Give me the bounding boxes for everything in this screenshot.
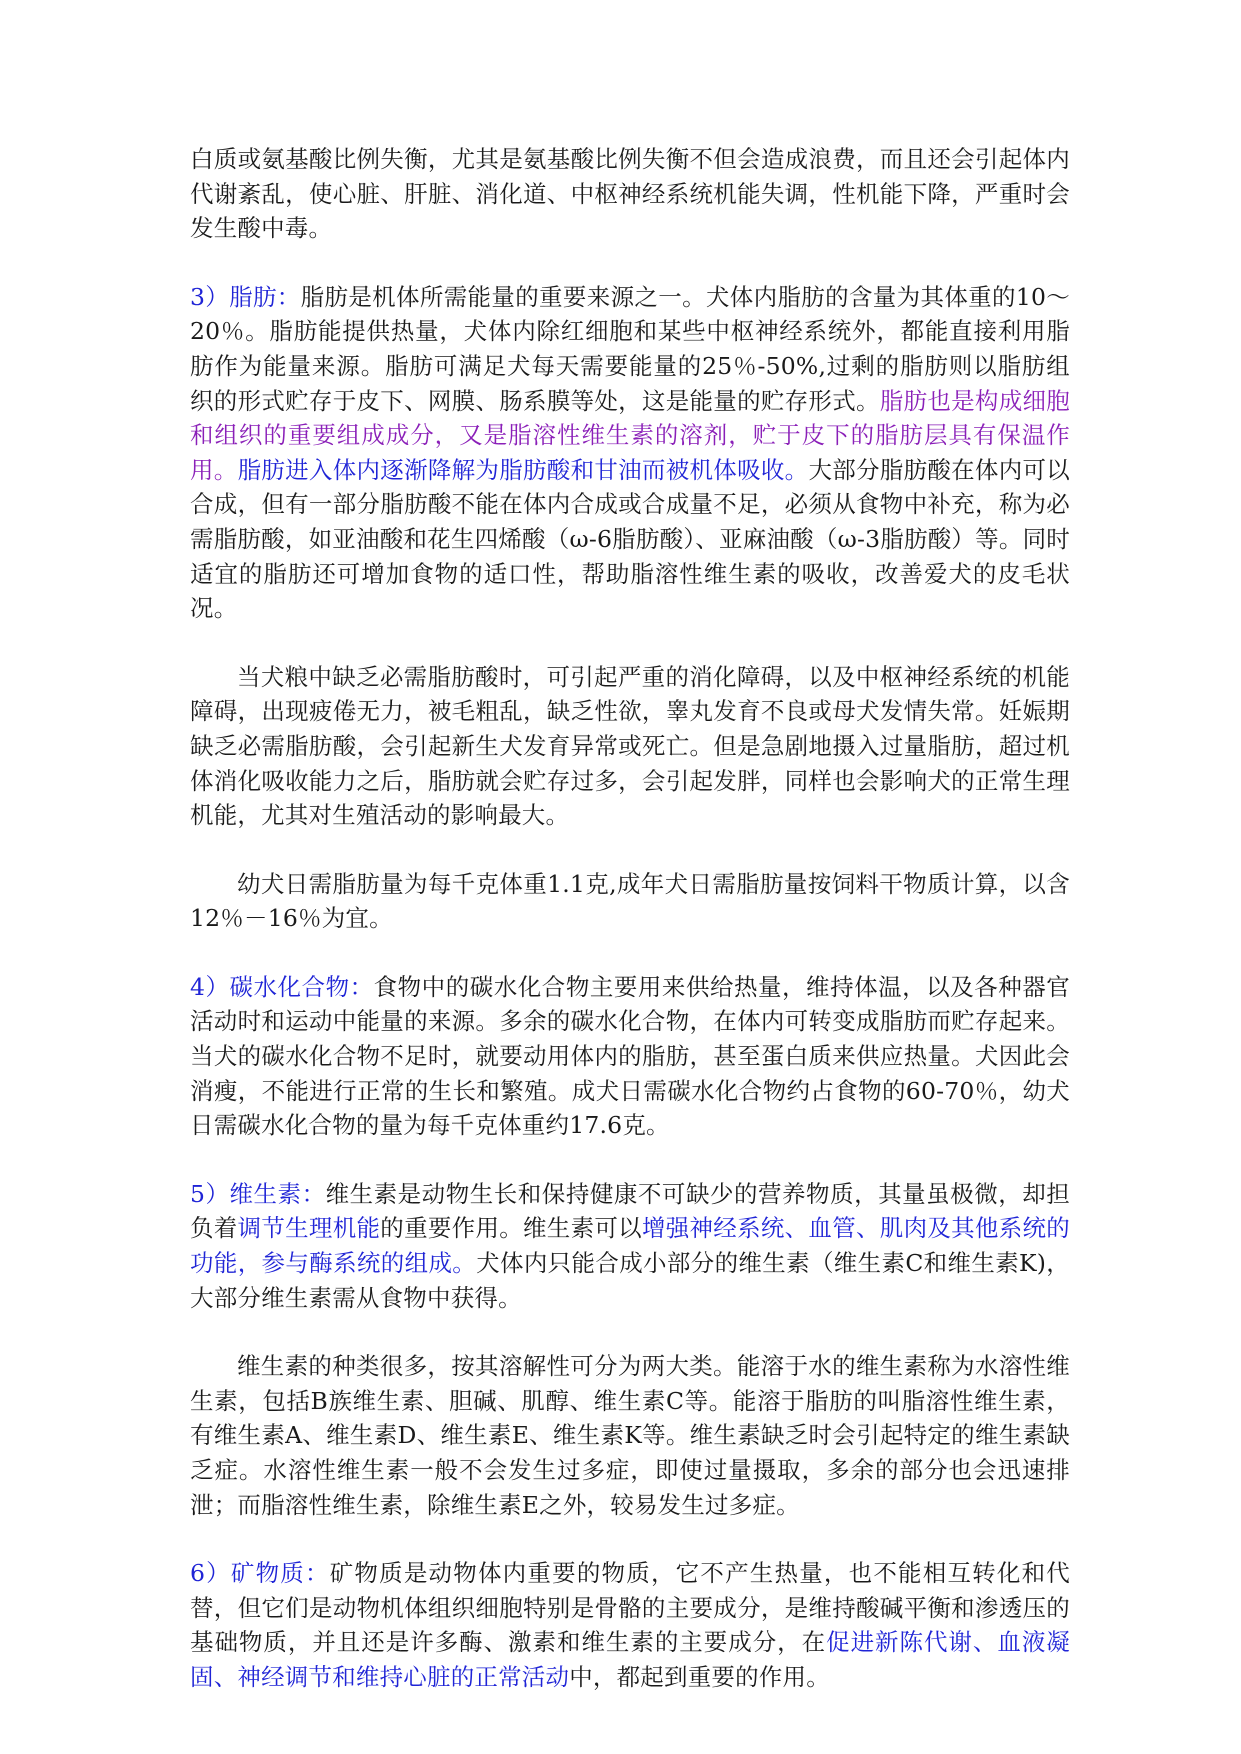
text-segment: 幼犬日需脂肪量为每千克体重1.1克,成年犬日需脂肪量按饲料干物质计算，以含12％－16％为宜。 [190,869,1070,933]
paragraph-carbohydrate [190,970,1070,1143]
text-segment: 食物中的碳水化合物主要用来供给热量，维持体温，以及各种器官活动时和运动中能量的来源。多余的碳水化合物，在体内可转变成脂肪而贮存起来。当犬的碳水化合物不足时，就要动用体内的脂肪，甚至蛋白质来供应热量。犬因此会消瘦，不能进行正常的生长和繁殖。成犬日需碳水化合物约占食物的60-70％，幼犬日需碳水化合物的量为每千克体重约17.6克。 [190,972,1070,1140]
text-segment: 矿物质是动物体内重要的物质，它不产生热量，也不能相互转化和代替，但它们是动物机体组织细胞特别是骨骼的主要成分，是维持酸碱平衡和渗透压的基础物质，并且还是许多酶、激素和维生素的主要成分，在 [190,1559,1071,1657]
paragraph-fat-deficiency [190,660,1070,833]
highlighted-text-segment: 调节生理机能 [237,1214,381,1243]
highlighted-text-segment: 增强神经系统、血管、肌肉及其他系统的功能，参与酶系统的组成。 [190,1214,1070,1278]
highlighted-text-segment: 6）矿物质： [190,1559,330,1588]
text-segment: 维生素的种类很多，按其溶解性可分为两大类。能溶于水的维生素称为水溶性维生素，包括B族维生素、胆碱、肌醇、维生素C等。能溶于脂肪的叫脂溶性维生素，有维生素A、维生素D、维生素E、维生素K等。维生素缺乏时会引起特定的维生素缺乏症。水溶性维生素一般不会发生过多症，即使过量摄取，多余的部分也会迅速排泄；而脂溶性维生素，除维生素E之外，较易发生过多症。 [190,1352,1070,1519]
highlighted-text-segment: 4）碳水化合物： [190,972,374,1001]
text-segment: 当犬粮中缺乏必需脂肪酸时，可引起严重的消化障碍，以及中枢神经系统的机能障碍，出现疲倦无力，被毛粗乱，缺乏性欲，睾丸发育不良或母犬发情失常。妊娠期缺乏必需脂肪酸，会引起新生犬发育异常或死亡。但是急剧地摄入过量脂肪，超过机体消化吸收能力之后，脂肪就会贮存过多，会引起发胖，同样也会影响犬的正常生理机能，尤其对生殖活动的影响最大。 [190,662,1070,830]
text-segment: 脂肪是机体所需能量的重要来源之一。犬体内脂肪的含量为其体重的10～20％。脂肪能提供热量，犬体内除红细胞和某些中枢神经系统外，都能直接利用脂肪作为能量来源。脂肪可满足犬每天需要能量的25％-50%,过剩的脂肪则以脂肪组织的形式贮存于皮下、网膜、肠系膜等处，这是能量的贮存形式。 [190,282,1070,415]
text-segment: 的重要作用。维生素可以 [380,1214,642,1243]
text-segment: 犬体内只能合成小部分的维生素（维生素C和维生素K)，大部分维生素需从食物中获得。 [190,1249,1071,1312]
text-segment: 白质或氨基酸比例失衡，尤其是氨基酸比例失衡不但会造成浪费，而且还会引起体内代谢紊乱，使心脏、肝脏、消化道、中枢神经系统机能失调，性机能下降，严重时会发生酸中毒。 [190,145,1070,243]
paragraph-fat-requirement [190,867,1070,936]
highlighted-text-segment: 3）脂肪： [190,282,301,311]
paragraph-vitamin-types [190,1349,1070,1522]
text-segment: 大部分脂肪酸在体内可以合成，但有一部分脂肪酸不能在体内合成或合成量不足，必须从食物中补充，称为必需脂肪酸，如亚油酸和花生四烯酸（ω-6脂肪酸）、亚麻油酸（ω-3脂肪酸）等。同时适宜的脂肪还可增加食物的适口性，帮助脂溶性维生素的吸收，改善爱犬的皮毛状况。 [190,455,1070,623]
highlighted-text-segment: 脂肪也是构成细胞和组织的重要组成成分，又是脂溶性维生素的溶剂，贮于皮下的脂肪层具有保温作用。 [190,386,1070,484]
text-segment: 中，都起到重要的作用。 [569,1662,830,1691]
highlighted-text-segment: 脂肪进入体内逐渐降解为脂肪酸和甘油而被机体吸收。 [237,455,809,484]
paragraph-continuation [190,142,1070,246]
paragraph-vitamin [190,1177,1070,1315]
paragraph-mineral [190,1556,1070,1694]
highlighted-text-segment: 5）维生素： [190,1179,326,1208]
paragraph-fat [190,280,1070,626]
highlighted-text-segment: 促进新陈代谢、血液凝固、神经调节和维持心脏的正常活动 [190,1628,1070,1691]
document-page [190,142,1070,1729]
text-segment: 维生素是动物生长和保持健康不可缺少的营养物质，其量虽极微，却担负着 [190,1179,1070,1243]
